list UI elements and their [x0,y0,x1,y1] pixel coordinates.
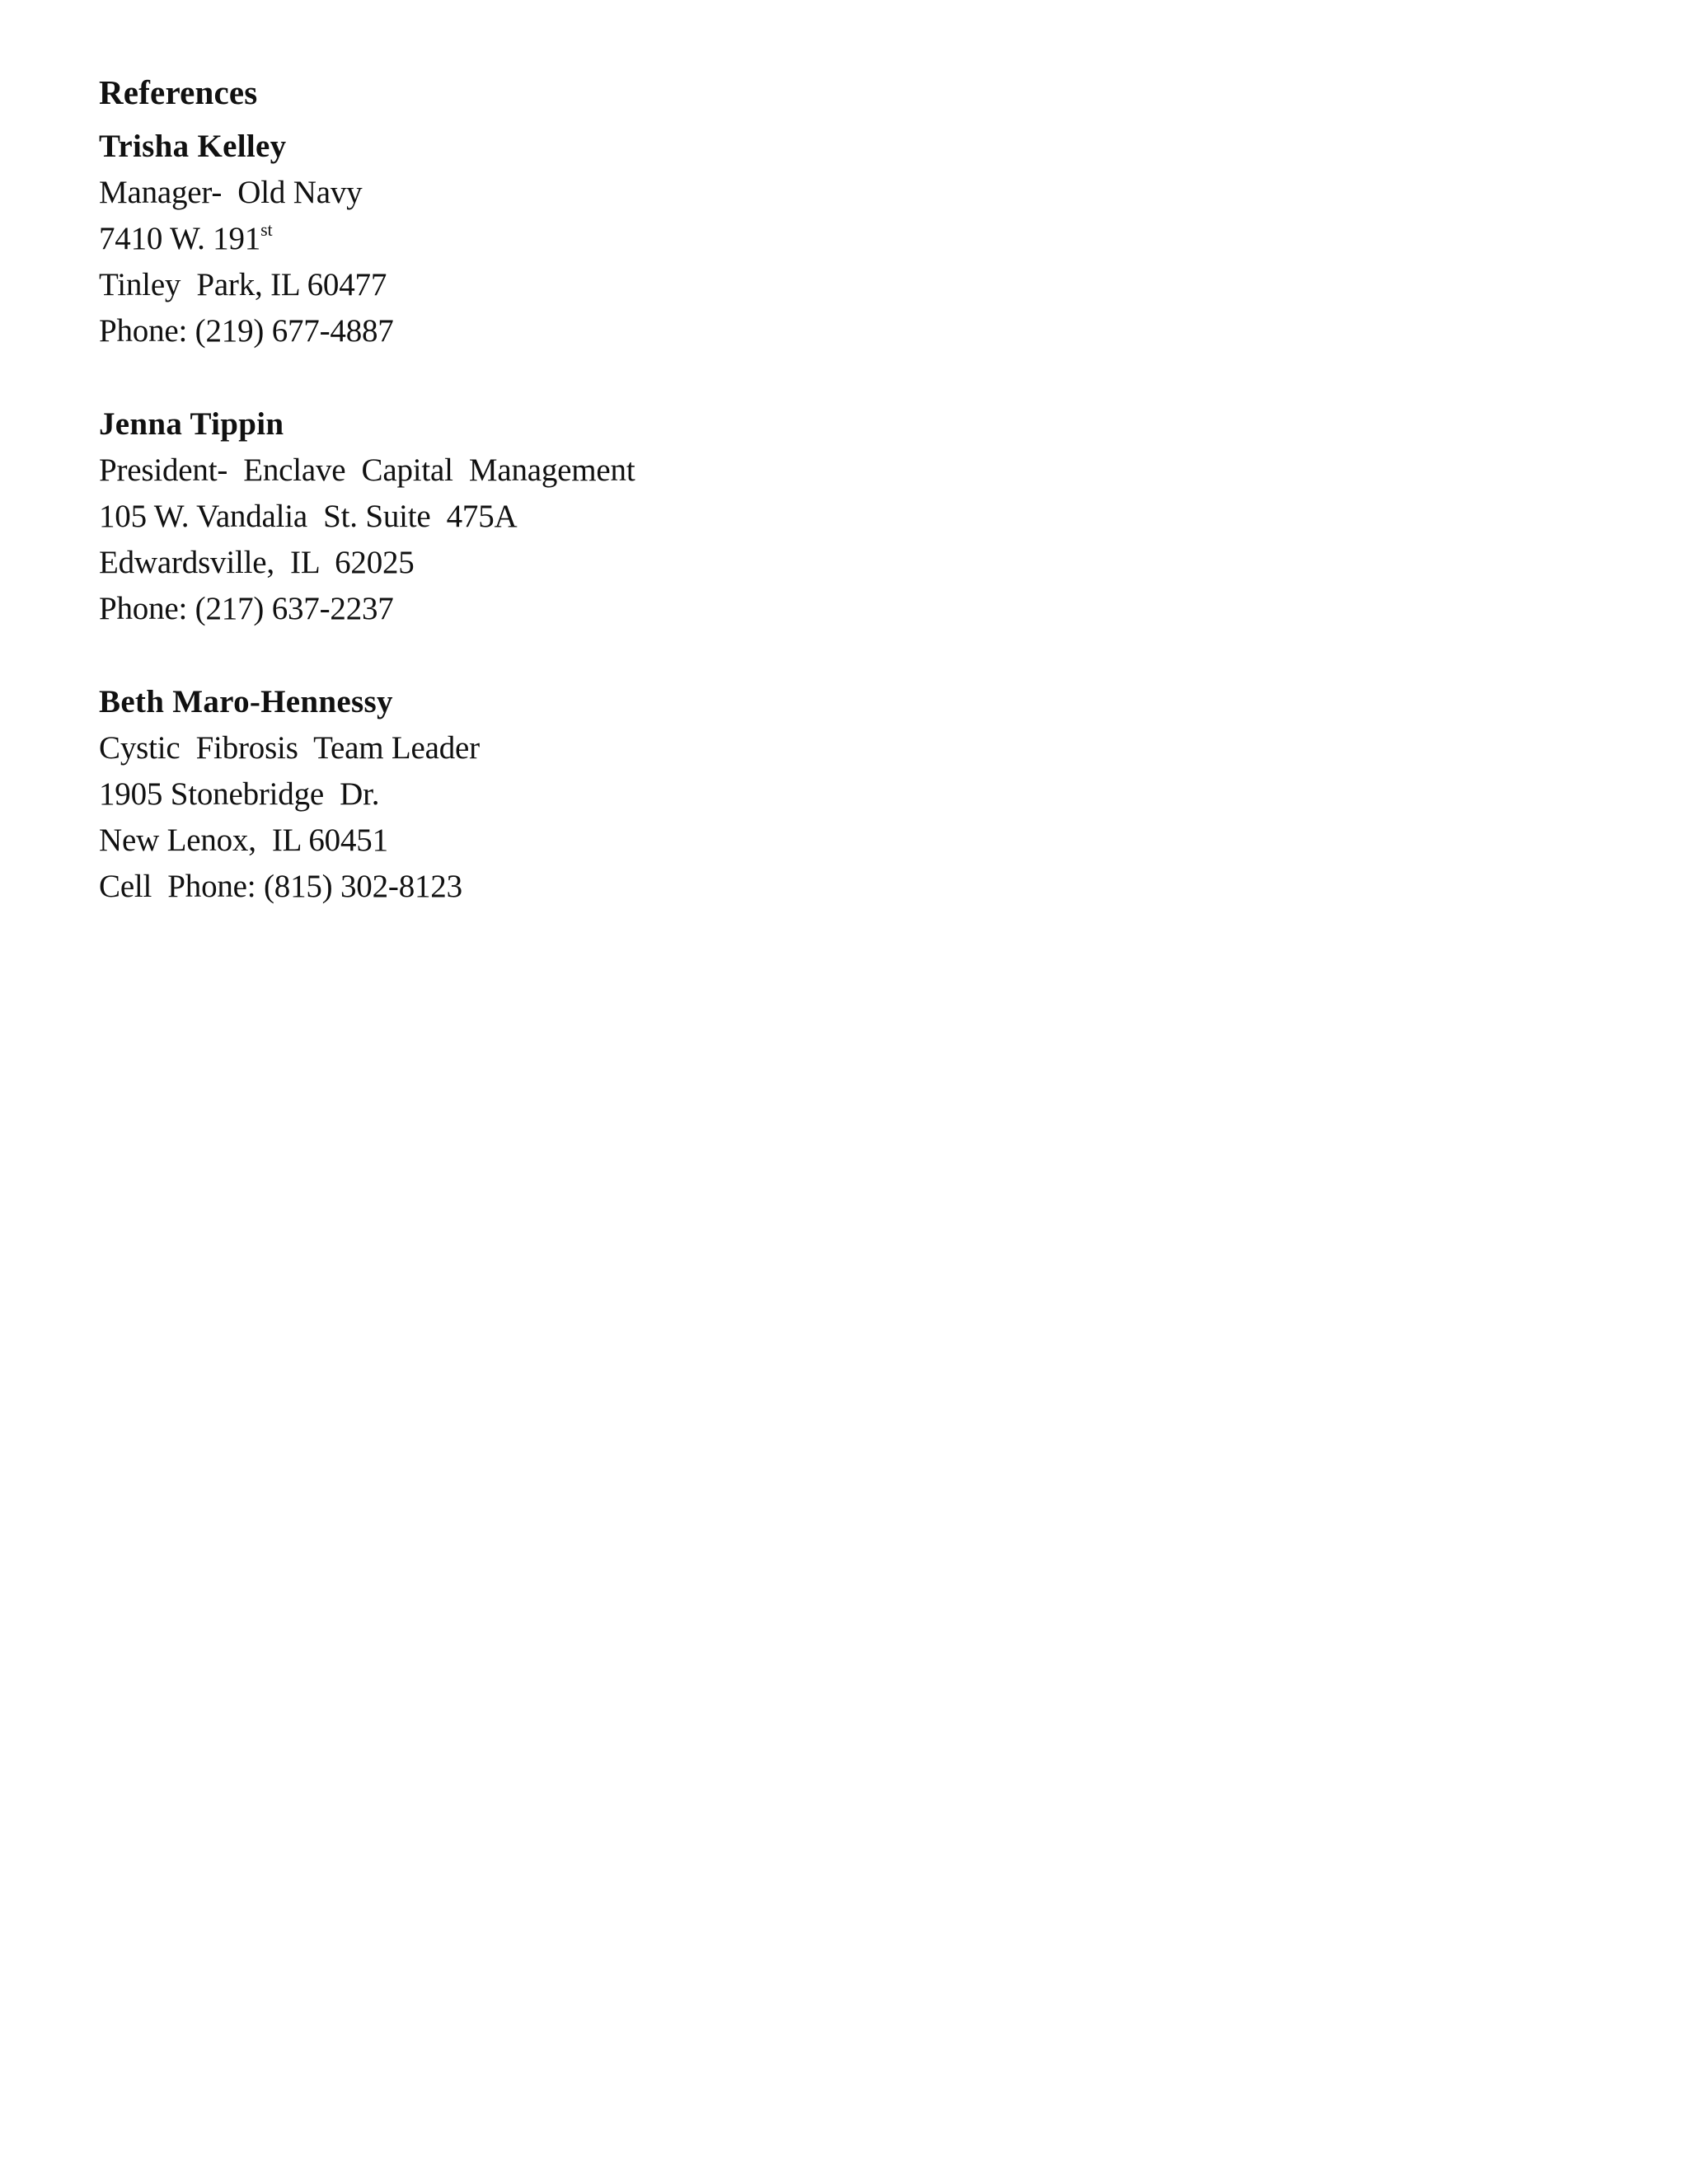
address-street: 7410 W. 191 [99,221,261,256]
reference-entry [99,124,1335,354]
reference-entry [99,401,1335,632]
reference-address-line1 [99,216,1335,262]
reference-phone: Phone: (217) 637-2237 [99,591,394,626]
reference-address-line2: Tinley Park, IL 60477 [99,267,387,302]
reference-title: President- Enclave Capital Management [99,452,635,488]
reference-address-line2: New Lenox, IL 60451 [99,823,388,858]
reference-title: Cystic Fibrosis Team Leader [99,730,480,766]
reference-address-line1: 1905 Stonebridge Dr. [99,776,380,812]
ordinal-suffix: st [260,219,273,240]
reference-entry [99,679,1335,910]
reference-phone: Cell Phone: (815) 302-8123 [99,869,462,904]
reference-name: Trisha Kelley [99,129,287,164]
references-section [99,69,1335,957]
reference-phone: Phone: (219) 677-4887 [99,313,394,349]
reference-name: Jenna Tippin [99,406,284,442]
reference-name: Beth Maro-Hennessy [99,684,393,719]
reference-address-line2: Edwardsville, IL 62025 [99,545,415,580]
reference-address-line1: 105 W. Vandalia St. Suite 475A [99,499,518,534]
section-heading: References [99,73,258,111]
reference-title: Manager- Old Navy [99,175,363,210]
